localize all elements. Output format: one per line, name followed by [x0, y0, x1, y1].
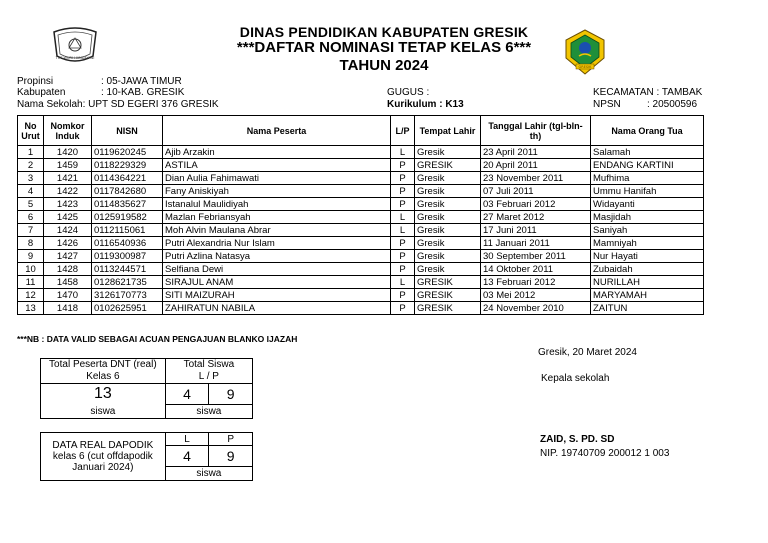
cell-nisn: 0102625951 — [92, 302, 163, 315]
table-row — [18, 276, 704, 289]
cell-ortu: Zubaidah — [591, 263, 704, 276]
cell-nisn: 0112115061 — [92, 224, 163, 237]
cell-induk: 1427 — [44, 250, 92, 263]
table-row — [18, 146, 704, 159]
table-row — [18, 237, 704, 250]
cell-nama: SIRAJUL ANAM — [163, 276, 391, 289]
table-row — [18, 224, 704, 237]
table-row — [18, 250, 704, 263]
table-row — [18, 159, 704, 172]
cell-lp: L — [391, 211, 415, 224]
col-header-ortu: Nama Orang Tua — [591, 116, 704, 146]
cell-lp: P — [391, 185, 415, 198]
cell-tempat: Gresik — [415, 146, 481, 159]
dapodik-p-label: P — [209, 433, 253, 446]
document-year: TAHUN 2024 — [339, 57, 429, 74]
cell-nisn: 0119300987 — [92, 250, 163, 263]
dapodik-unit: siswa — [165, 467, 252, 481]
col-header-tanggal: Tanggal Lahir (tgl-bln-th) — [481, 116, 591, 146]
cell-nama: Mazlan Febriansyah — [163, 211, 391, 224]
kabupaten-value: : 10-KAB. GRESIK — [101, 87, 185, 98]
cell-induk: 1459 — [44, 159, 92, 172]
table-row — [18, 172, 704, 185]
cell-tempat: Gresik — [415, 237, 481, 250]
cell-tanggal: 03 Mei 2012 — [481, 289, 591, 302]
cell-no: 10 — [18, 263, 44, 276]
cell-lp: P — [391, 263, 415, 276]
cell-nisn: 0114364221 — [92, 172, 163, 185]
cell-lp: L — [391, 146, 415, 159]
dapodik-p-count: 9 — [209, 446, 253, 467]
signature-role: Kepala sekolah — [541, 373, 610, 384]
cell-induk: 1428 — [44, 263, 92, 276]
cell-no: 5 — [18, 198, 44, 211]
cell-induk: 1420 — [44, 146, 92, 159]
cell-lp: L — [391, 276, 415, 289]
cell-tanggal: 11 Januari 2011 — [481, 237, 591, 250]
cell-tempat: Gresik — [415, 172, 481, 185]
cell-lp: P — [391, 159, 415, 172]
cell-induk: 1423 — [44, 198, 92, 211]
summary-total-count: 13 — [41, 384, 166, 405]
cell-tempat: Gresik — [415, 224, 481, 237]
cell-no: 6 — [18, 211, 44, 224]
summary-l-count: 4 — [165, 384, 209, 405]
cell-lp: P — [391, 302, 415, 315]
cell-no: 11 — [18, 276, 44, 289]
cell-induk: 1470 — [44, 289, 92, 302]
cell-tanggal: 23 November 2011 — [481, 172, 591, 185]
cell-ortu: ZAITUN — [591, 302, 704, 315]
cell-nisn: 0113244571 — [92, 263, 163, 276]
propinsi-label: Propinsi — [17, 76, 54, 87]
cell-nisn: 0118229329 — [92, 159, 163, 172]
summary-dapodik-box — [40, 432, 253, 481]
dapodik-label: DATA REAL DAPODIK kelas 6 (cut offdapodik Januari 2024) — [41, 433, 166, 481]
cell-nisn: 0117842680 — [92, 185, 163, 198]
table-row — [18, 302, 704, 315]
cell-no: 9 — [18, 250, 44, 263]
cell-lp: P — [391, 250, 415, 263]
cell-lp: P — [391, 289, 415, 302]
table-row — [18, 289, 704, 302]
cell-nama: Istanalul Maulidiyah — [163, 198, 391, 211]
cell-nisn: 0116540936 — [92, 237, 163, 250]
cell-tempat: Gresik — [415, 250, 481, 263]
summary-siswa-unit: siswa — [165, 404, 252, 419]
agency-title: DINAS PENDIDIKAN KABUPATEN GRESIK — [239, 24, 529, 40]
cell-induk: 1425 — [44, 211, 92, 224]
col-header-nisn: NISN — [92, 116, 163, 146]
cell-lp: P — [391, 198, 415, 211]
cell-no: 4 — [18, 185, 44, 198]
cell-tempat: GRESIK — [415, 276, 481, 289]
signature-name: ZAID, S. PD. SD — [540, 434, 615, 445]
cell-nisn: 3126170773 — [92, 289, 163, 302]
cell-tanggal: 24 November 2010 — [481, 302, 591, 315]
cell-tanggal: 30 September 2011 — [481, 250, 591, 263]
cell-ortu: Widayanti — [591, 198, 704, 211]
cell-ortu: Masjidah — [591, 211, 704, 224]
cell-induk: 1421 — [44, 172, 92, 185]
logo-right-lettering: GRESIK — [578, 65, 592, 70]
cell-tempat: Gresik — [415, 263, 481, 276]
kecamatan-label: KECAMATAN : TAMBAK — [593, 87, 703, 98]
cell-tempat: Gresik — [415, 198, 481, 211]
cell-tanggal: 03 Februari 2012 — [481, 198, 591, 211]
cell-nisn: 0114835627 — [92, 198, 163, 211]
cell-no: 2 — [18, 159, 44, 172]
logo-left-lettering: TUT WURI HANDAYANI — [55, 56, 95, 60]
cell-no: 7 — [18, 224, 44, 237]
summary-real-box — [40, 358, 253, 419]
table-row — [18, 185, 704, 198]
school-name: Nama Sekolah: UPT SD EGERI 376 GRESIK — [17, 99, 219, 110]
cell-nama: Moh Alvin Maulana Abrar — [163, 224, 391, 237]
cell-nisn: 0128621735 — [92, 276, 163, 289]
cell-nisn: 0125919582 — [92, 211, 163, 224]
cell-tanggal: 14 Oktober 2011 — [481, 263, 591, 276]
cell-tempat: Gresik — [415, 185, 481, 198]
cell-tanggal: 07 Juli 2011 — [481, 185, 591, 198]
dapodik-l-count: 4 — [165, 446, 209, 467]
cell-tanggal: 17 Juni 2011 — [481, 224, 591, 237]
cell-no: 3 — [18, 172, 44, 185]
cell-nama: Selfiana Dewi — [163, 263, 391, 276]
cell-induk: 1458 — [44, 276, 92, 289]
cell-ortu: NURILLAH — [591, 276, 704, 289]
cell-nama: Fany Aniskiyah — [163, 185, 391, 198]
kabupaten-label: Kabupaten — [17, 87, 66, 98]
cell-ortu: Salamah — [591, 146, 704, 159]
cell-nama: Putri Azlina Natasya — [163, 250, 391, 263]
cell-induk: 1418 — [44, 302, 92, 315]
cell-tempat: GRESIK — [415, 302, 481, 315]
cell-tanggal: 13 Februari 2012 — [481, 276, 591, 289]
cell-no: 8 — [18, 237, 44, 250]
cell-nama: SITI MAIZURAH — [163, 289, 391, 302]
cell-ortu: Mufhima — [591, 172, 704, 185]
col-header-induk: Nomkor Induk — [44, 116, 92, 146]
col-header-nama: Nama Peserta — [163, 116, 391, 146]
col-header-tempat: Tempat Lahir — [415, 116, 481, 146]
cell-tanggal: 20 April 2011 — [481, 159, 591, 172]
col-header-lp: L/P — [391, 116, 415, 146]
cell-no: 13 — [18, 302, 44, 315]
cell-nama: ASTILA — [163, 159, 391, 172]
signature-nip: NIP. 19740709 200012 1 003 — [540, 448, 670, 459]
cell-ortu: ENDANG KARTINI — [591, 159, 704, 172]
cell-lp: P — [391, 172, 415, 185]
summary-p-count: 9 — [209, 384, 253, 405]
cell-ortu: Ummu Hanifah — [591, 185, 704, 198]
npsn-value: : 20500596 — [647, 99, 698, 110]
summary-lp-label: L / P — [198, 371, 219, 382]
cell-ortu: MARYAMAH — [591, 289, 704, 302]
cell-tanggal: 23 April 2011 — [481, 146, 591, 159]
validity-note: ***NB : DATA VALID SEBAGAI ACUAN PENGAJUAN BLANKO IJAZAH — [17, 334, 298, 344]
cell-tanggal: 27 Maret 2012 — [481, 211, 591, 224]
cell-tempat: GRESIK — [415, 159, 481, 172]
cell-tempat: Gresik — [415, 211, 481, 224]
summary-real-label: Total Peserta DNT (real) Kelas 6 — [41, 359, 166, 384]
cell-induk: 1424 — [44, 224, 92, 237]
summary-total-siswa-label: Total Siswa — [183, 359, 235, 370]
gugus-label: GUGUS : — [387, 87, 430, 98]
nominee-table — [17, 115, 704, 315]
signature-place-date: Gresik, 20 Maret 2024 — [538, 347, 637, 358]
cell-nama: Putri Alexandria Nur Islam — [163, 237, 391, 250]
cell-no: 12 — [18, 289, 44, 302]
cell-nisn: 0119620245 — [92, 146, 163, 159]
cell-induk: 1426 — [44, 237, 92, 250]
cell-ortu: Saniyah — [591, 224, 704, 237]
document-title: ***DAFTAR NOMINASI TETAP KELAS 6*** — [236, 39, 532, 56]
table-row — [18, 198, 704, 211]
cell-lp: P — [391, 237, 415, 250]
cell-nama: Dian Aulia Fahimawati — [163, 172, 391, 185]
npsn-label: NPSN — [593, 99, 621, 110]
col-header-no: No Urut — [18, 116, 44, 146]
cell-induk: 1422 — [44, 185, 92, 198]
propinsi-value: : 05-JAWA TIMUR — [101, 76, 182, 87]
dapodik-l-label: L — [165, 433, 209, 446]
table-header-row — [18, 116, 704, 146]
summary-total-unit: siswa — [41, 404, 166, 419]
table-row — [18, 211, 704, 224]
kurikulum-label: Kurikulum : K13 — [387, 99, 464, 110]
cell-ortu: Mamniyah — [591, 237, 704, 250]
cell-nama: ZAHIRATUN NABILA — [163, 302, 391, 315]
cell-nama: Ajib Arzakin — [163, 146, 391, 159]
cell-ortu: Nur Hayati — [591, 250, 704, 263]
cell-no: 1 — [18, 146, 44, 159]
cell-lp: L — [391, 224, 415, 237]
table-row — [18, 263, 704, 276]
cell-tempat: GRESIK — [415, 289, 481, 302]
